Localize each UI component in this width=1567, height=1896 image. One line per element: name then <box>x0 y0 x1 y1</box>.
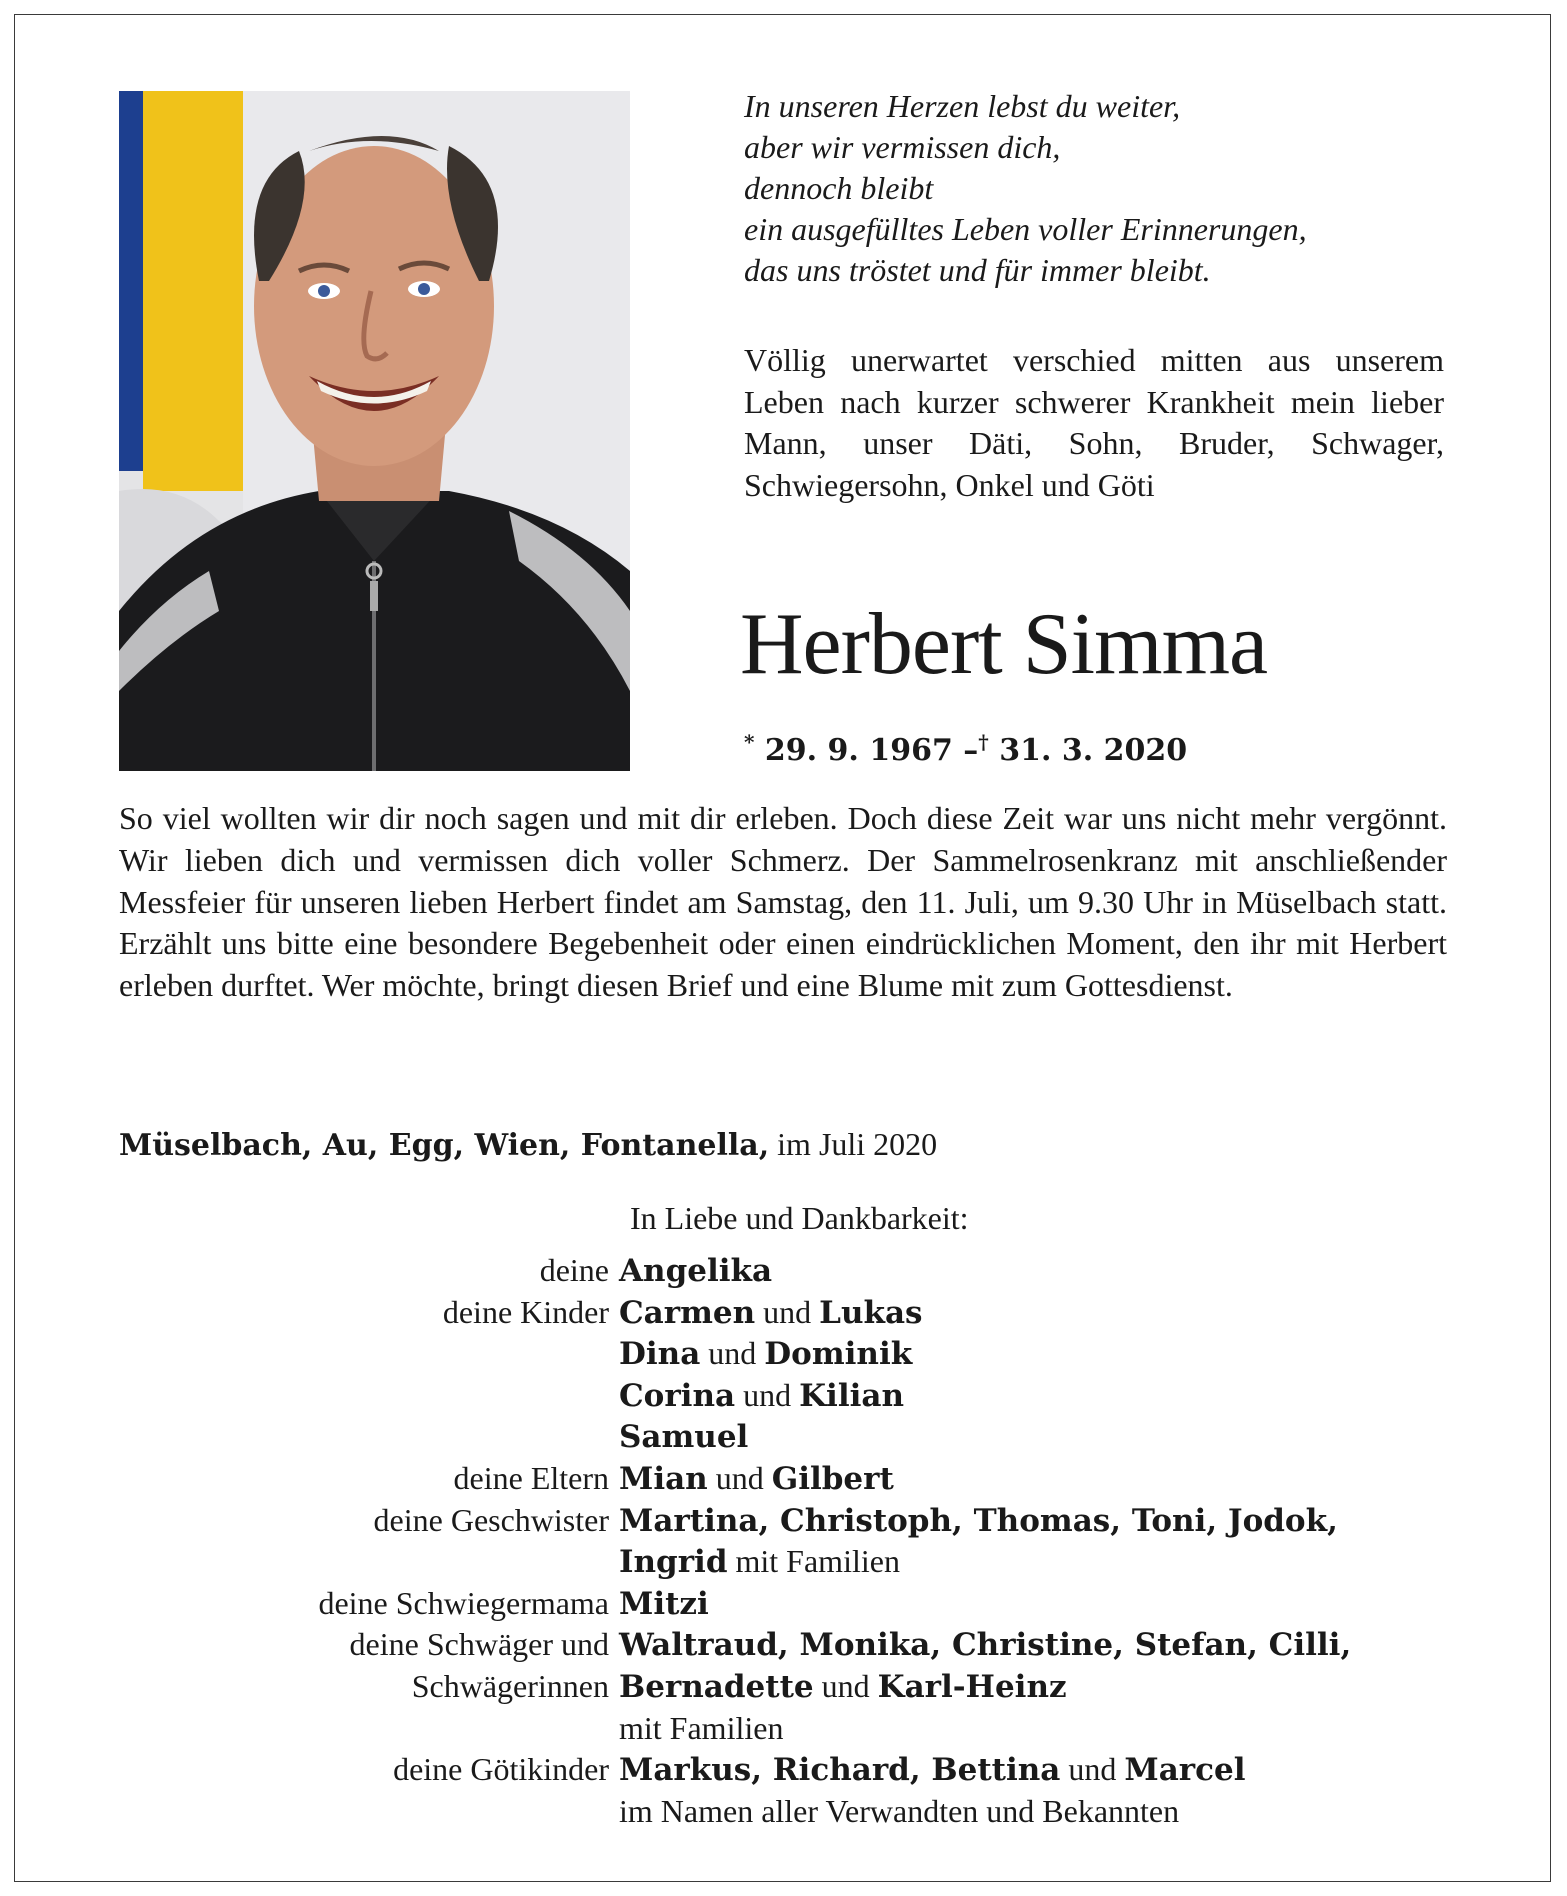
mourner-names <box>619 1583 709 1626</box>
mourner-connector: und <box>813 1667 878 1704</box>
mourner-names <box>619 1250 772 1293</box>
place-date: im Juli 2020 <box>777 1126 938 1162</box>
mourners-list <box>119 1250 1459 1832</box>
mourner-name: Mitzi <box>619 1585 709 1622</box>
mourner-name: Karl-Heinz <box>877 1668 1067 1705</box>
mourner-row <box>119 1458 1459 1500</box>
mourner-name: Kilian <box>799 1377 904 1414</box>
life-dates <box>744 722 1187 771</box>
mourner-row <box>119 1708 1459 1750</box>
mourner-connector: und <box>735 1376 800 1413</box>
thanks-line: In Liebe und Dankbarkeit: <box>630 1200 969 1236</box>
mourner-relation: deine Eltern <box>453 1459 609 1496</box>
portrait-photo <box>119 91 630 771</box>
mourner-names <box>619 1416 748 1459</box>
mourner-row <box>119 1791 1459 1833</box>
mourner-name: Gilbert <box>771 1460 894 1497</box>
mourner-connector: mit Familien <box>727 1543 900 1580</box>
mourner-row <box>119 1666 1459 1708</box>
mourner-name: Corina <box>619 1377 736 1414</box>
birth-symbol: * <box>744 730 755 754</box>
mourner-names <box>619 1541 900 1584</box>
mourner-name: Samuel <box>619 1419 749 1456</box>
poem <box>744 86 1444 291</box>
poem-line: aber wir vermissen dich, <box>744 129 1061 165</box>
message-text: So viel wollten wir dir noch sagen und mit dir erleben. Doch diese Zeit war uns nicht mehr vergönnt. Wir lieben dich und vermissen dich voller Schmerz. Der Sammelrosenkranz mit anschließender Messfeier für unseren lieben Herbert findet am Samstag, den 11. Juli, um 9.30 Uhr in Müselbach statt. Erzählt uns bitte eine besondere Begebenheit oder einen eindrücklichen Moment, den ihr mit Herbert erleben durftet. Wer möchte, bringt diesen Brief und eine Blume mit zum Gottesdienst. <box>119 800 1447 1004</box>
deceased-name: Herbert Simma <box>740 596 1268 693</box>
intro-text: Völlig unerwartet verschied mitten aus unserem Leben nach kurzer schwerer Krankheit mein lieber Mann, unser Däti, Sohn, Bruder, Schwager, Schwiegersohn, Onkel und Göti <box>744 342 1444 503</box>
poem-line: ein ausgefülltes Leben voller Erinnerungen, <box>744 211 1307 247</box>
mourner-name: Dina <box>619 1336 701 1373</box>
death-symbol: † <box>978 730 989 754</box>
mourner-name: Carmen <box>619 1294 756 1331</box>
mourner-names <box>619 1624 1351 1667</box>
mourner-connector: und <box>707 1459 772 1496</box>
mourner-name: Waltraud, Monika, Christine, Stefan, Cilli, <box>619 1627 1352 1664</box>
mourner-names <box>619 1791 1179 1833</box>
mourner-name: Ingrid <box>619 1544 728 1581</box>
mourner-row <box>119 1333 1459 1375</box>
mourner-relation: deine Götikinder <box>393 1751 609 1788</box>
mourner-row <box>119 1292 1459 1334</box>
mourner-row <box>119 1583 1459 1625</box>
mourner-connector: mit Familien <box>619 1709 784 1746</box>
mourner-name: Mian <box>619 1460 708 1497</box>
mourner-names <box>619 1666 1067 1709</box>
mourner-relation: deine Kinder <box>442 1293 609 1330</box>
mourner-row <box>119 1416 1459 1458</box>
mourner-names <box>619 1708 783 1750</box>
mourner-name: Martina, Christoph, Thomas, Toni, Jodok, <box>619 1502 1338 1539</box>
place-and-date <box>119 1124 937 1166</box>
mourner-name: Marcel <box>1124 1752 1246 1789</box>
mourner-name: Bernadette <box>619 1668 814 1705</box>
mourner-name: Dominik <box>764 1336 913 1373</box>
mourner-relation: deine <box>539 1252 609 1288</box>
birth-date: 29. 9. 1967 <box>764 733 953 768</box>
mourner-name: Lukas <box>819 1294 923 1331</box>
mourner-names <box>619 1458 894 1501</box>
mourner-connector: und <box>1060 1751 1125 1788</box>
mourner-relation: deine Schwäger und <box>349 1626 609 1663</box>
mourner-row <box>119 1749 1459 1791</box>
poem-line: dennoch bleibt <box>744 170 934 206</box>
mourner-name: Angelika <box>619 1253 773 1289</box>
mourner-relation: Schwägerinnen <box>411 1667 609 1704</box>
date-dash: – <box>963 733 979 768</box>
mourner-row <box>119 1375 1459 1417</box>
poem-line: In unseren Herzen lebst du weiter, <box>744 88 1181 124</box>
mourner-row <box>119 1624 1459 1666</box>
mourner-names <box>619 1333 912 1376</box>
mourner-row <box>119 1500 1459 1542</box>
mourner-names <box>619 1292 923 1335</box>
death-date: 31. 3. 2020 <box>999 733 1188 768</box>
mourner-connector: im Namen aller Verwandten und Bekannten <box>619 1792 1180 1829</box>
mourner-row <box>119 1541 1459 1583</box>
mourner-names <box>619 1749 1246 1792</box>
place-towns: Müselbach, Au, Egg, Wien, Fontanella, <box>119 1128 770 1163</box>
mourner-names <box>619 1375 904 1418</box>
mourner-relation: deine Geschwister <box>373 1501 609 1538</box>
mourner-row <box>119 1250 1459 1292</box>
portrait-illustration <box>119 91 630 771</box>
mourner-name: Markus, Richard, Bettina <box>619 1752 1061 1789</box>
mourner-relation: deine Schwiegermama <box>318 1584 609 1621</box>
mourner-connector: und <box>755 1293 820 1330</box>
mourner-names <box>619 1500 1338 1543</box>
mourner-connector: und <box>700 1335 765 1372</box>
poem-line: das uns tröstet und für immer bleibt. <box>744 252 1211 288</box>
